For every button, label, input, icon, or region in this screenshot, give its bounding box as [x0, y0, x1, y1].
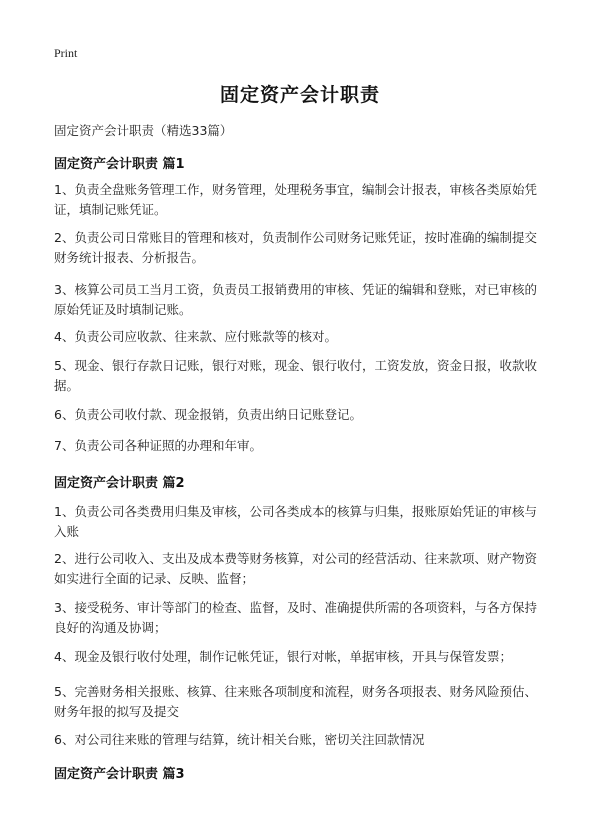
list-item: 3、接受税务、审计等部门的检查、监督，及时、准确提供所需的各项资料，与各方保持良好的沟通及协调；	[54, 600, 537, 635]
list-item: 2、负责公司日常账目的管理和核对，负责制作公司财务记账凭证，按时准确的编制提交财务统计报表、分析报告。	[54, 230, 537, 265]
section-heading: 固定资产会计职责 篇2	[54, 476, 185, 491]
list-item: 4、负责公司应收款、往来款、应付账款等的核对。	[54, 329, 337, 344]
list-item: 6、负责公司收付款、现金报销，负责出纳日记账登记。	[54, 407, 362, 422]
page-subtitle: 固定资产会计职责（精选33篇）	[54, 123, 233, 138]
list-item: 5、完善财务相关报账、核算、往来账各项制度和流程，财务各项报表、财务风险预估、财务年报的拟写及提交	[54, 684, 537, 719]
list-item: 1、负责全盘账务管理工作，财务管理，处理税务事宜，编制会计报表，审核各类原始凭证，填制记账凭证。	[54, 182, 537, 217]
section-heading: 固定资产会计职责 篇1	[54, 157, 185, 172]
list-item: 5、现金、银行存款日记账，银行对账，现金、银行收付，工资发放，资金日报，收款收据。	[54, 358, 537, 393]
list-item: 6、对公司往来账的管理与结算，统计相关台账，密切关注回款情况	[54, 732, 425, 747]
print-label[interactable]: Print	[54, 46, 78, 60]
page-title: 固定资产会计职责	[219, 84, 380, 106]
list-item: 7、负责公司各种证照的办理和年审。	[54, 438, 262, 453]
list-item: 4、现金及银行收付处理，制作记帐凭证，银行对帐，单据审核，开具与保管发票；	[54, 649, 512, 664]
list-item: 1、负责公司各类费用归集及审核，公司各类成本的核算与归集，报账原始凭证的审核与入账	[54, 504, 537, 539]
list-item: 3、核算公司员工当月工资，负责员工报销费用的审核、凭证的编辑和登账，对已审核的原始凭证及时填制记账。	[54, 282, 537, 317]
section-heading: 固定资产会计职责 篇3	[54, 767, 185, 782]
list-item: 2、进行公司收入、支出及成本费等财务核算，对公司的经营活动、往来款项、财产物资如实进行全面的记录、反映、监督；	[54, 551, 537, 586]
